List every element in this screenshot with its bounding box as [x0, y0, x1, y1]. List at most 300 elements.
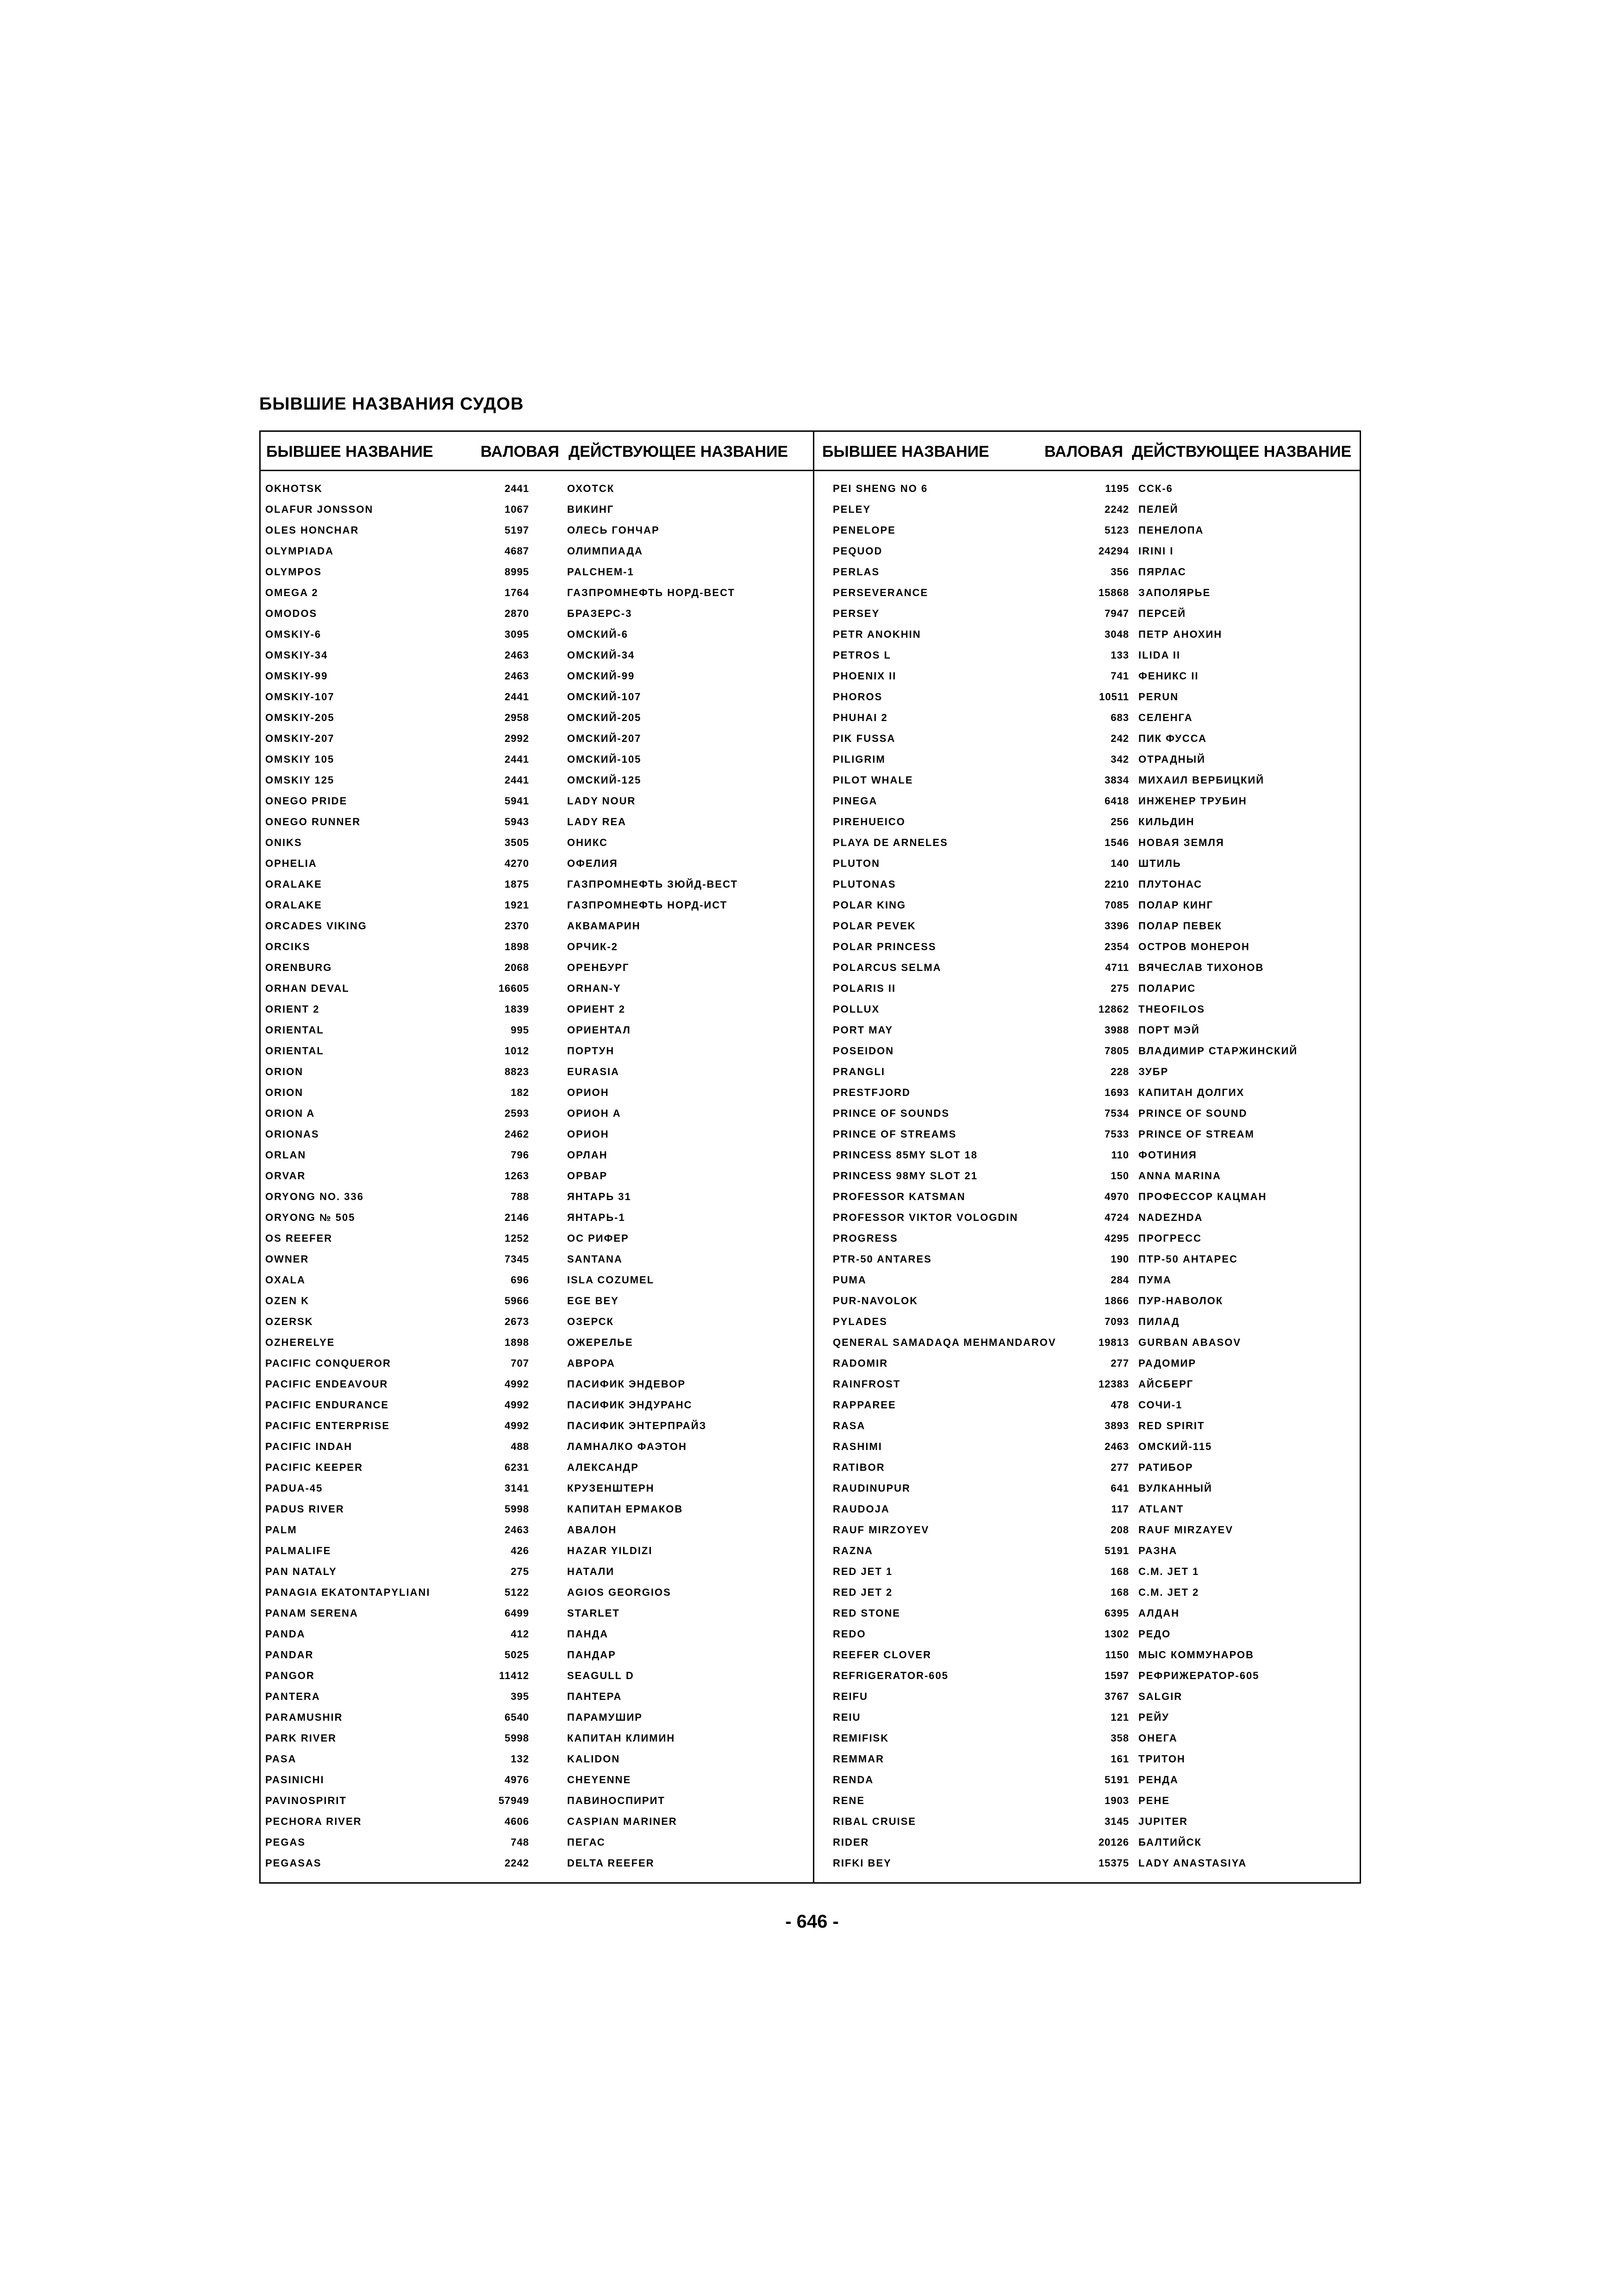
- gross-tonnage-cell: 4295: [1105, 1232, 1129, 1244]
- current-name-cell: ПТР-50 АНТАРЕС: [1138, 1253, 1238, 1265]
- gross-tonnage-cell: 168: [1111, 1587, 1129, 1598]
- table-row: [814, 790, 1361, 811]
- gross-tonnage-cell: 12383: [1098, 1378, 1129, 1390]
- table-row: [261, 749, 813, 770]
- table-row: [261, 1853, 813, 1873]
- former-name-cell: PAVINOSPIRIT: [265, 1795, 347, 1806]
- table-row: [814, 1769, 1361, 1790]
- former-name-cell: RAPPAREE: [833, 1399, 896, 1411]
- former-name-cell: RENDA: [833, 1774, 874, 1786]
- former-name-cell: OMSKIY-107: [265, 691, 335, 703]
- former-name-cell: PTR-50 ANTARES: [833, 1253, 932, 1265]
- former-name-cell: POLAR PRINCESS: [833, 941, 937, 952]
- table-row: [261, 1603, 813, 1624]
- current-name-cell: РАТИБОР: [1138, 1462, 1193, 1473]
- former-name-cell: OZERSK: [265, 1316, 313, 1327]
- current-name-cell: ПАВИНОСПИРИТ: [567, 1795, 665, 1806]
- current-name-cell: EGE BEY: [567, 1295, 619, 1307]
- gross-tonnage-cell: 2992: [505, 733, 529, 744]
- current-name-cell: КИЛЬДИН: [1138, 816, 1195, 828]
- gross-tonnage-cell: 1263: [505, 1170, 529, 1182]
- gross-tonnage-cell: 478: [1111, 1399, 1129, 1411]
- gross-tonnage-cell: 6499: [505, 1607, 529, 1619]
- table-row: [261, 936, 813, 957]
- former-name-cell: OMSKIY-205: [265, 712, 335, 723]
- former-name-cell: RIFKI BEY: [833, 1857, 892, 1869]
- table-row: [814, 1165, 1361, 1186]
- former-name-cell: RASA: [833, 1420, 866, 1431]
- former-name-cell: PRINCE OF SOUNDS: [833, 1108, 950, 1119]
- current-name-cell: ОМСКИЙ-115: [1138, 1441, 1212, 1452]
- former-name-cell: PHUHAI 2: [833, 712, 888, 723]
- current-name-cell: ПИЛАД: [1138, 1316, 1180, 1327]
- current-name-cell: ПОЛАР ПЕВЕК: [1138, 920, 1222, 932]
- table-row: [261, 1540, 813, 1561]
- current-name-cell: ПЛУТОНАС: [1138, 878, 1203, 890]
- gross-tonnage-cell: 3505: [505, 837, 529, 848]
- gross-tonnage-cell: 1875: [505, 878, 529, 890]
- table-row: [261, 915, 813, 936]
- former-name-cell: PANGOR: [265, 1670, 315, 1681]
- gross-tonnage-cell: 641: [1111, 1482, 1129, 1494]
- former-name-cell: RAINFROST: [833, 1378, 901, 1390]
- table-row: [814, 1082, 1361, 1103]
- table-row: [261, 1644, 813, 1665]
- gross-tonnage-cell: 6540: [505, 1711, 529, 1723]
- former-name-cell: POLAR PEVEK: [833, 920, 916, 932]
- current-name-cell: ПУМА: [1138, 1274, 1172, 1286]
- former-name-cell: PACIFIC CONQUEROR: [265, 1357, 391, 1369]
- current-name-cell: КАПИТАН КЛИМИН: [567, 1732, 675, 1744]
- table-row: [261, 541, 813, 561]
- gross-tonnage-cell: 57949: [498, 1795, 529, 1806]
- table-row: [261, 1124, 813, 1145]
- table-row: [814, 770, 1361, 790]
- former-name-cell: PARK RIVER: [265, 1732, 337, 1744]
- former-name-cell: ORLAN: [265, 1149, 306, 1161]
- table-row: [261, 957, 813, 978]
- table-row: [814, 1561, 1361, 1582]
- current-name-cell: ОНИКС: [567, 837, 608, 848]
- table-row: [814, 666, 1361, 686]
- table-row: [261, 1707, 813, 1728]
- former-name-cell: PANDAR: [265, 1649, 314, 1661]
- gross-tonnage-cell: 10511: [1099, 691, 1129, 703]
- table-row: [261, 1665, 813, 1686]
- former-name-cell: PEQUOD: [833, 545, 883, 557]
- former-name-cell: OMSKIY 105: [265, 753, 335, 765]
- gross-tonnage-cell: 2210: [1105, 878, 1129, 890]
- table-row: [814, 1457, 1361, 1478]
- gross-tonnage-cell: 3141: [505, 1482, 529, 1494]
- current-name-cell: ОМСКИЙ-99: [567, 670, 635, 682]
- gross-tonnage-cell: 3095: [505, 628, 529, 640]
- gross-tonnage-cell: 5941: [505, 795, 529, 807]
- right-header-current-name: ДЕЙСТВУЮЩЕЕ НАЗВАНИЕ: [1132, 443, 1352, 460]
- former-name-cell: PIREHUEICO: [833, 816, 906, 828]
- table-row: [814, 1478, 1361, 1499]
- gross-tonnage-cell: 1302: [1105, 1628, 1129, 1640]
- former-name-cell: PRANGLI: [833, 1066, 885, 1077]
- table-row: [814, 1644, 1361, 1665]
- table-row: [814, 707, 1361, 728]
- former-name-cell: OMSKIY-34: [265, 649, 328, 661]
- gross-tonnage-cell: 2870: [505, 608, 529, 619]
- current-name-cell: ОРИЕНТ 2: [567, 1003, 625, 1015]
- current-name-cell: ПАСИФИК ЭНДУРАНС: [567, 1399, 693, 1411]
- current-name-cell: ОЛИМПИАДА: [567, 545, 643, 557]
- table-row: [261, 1748, 813, 1769]
- gross-tonnage-cell: 796: [511, 1149, 529, 1161]
- gross-tonnage-cell: 1866: [1105, 1295, 1129, 1307]
- gross-tonnage-cell: 7947: [1105, 608, 1129, 619]
- table-row: [261, 1519, 813, 1540]
- former-name-cell: PENELOPE: [833, 524, 896, 536]
- current-name-cell: ОРИОН: [567, 1128, 609, 1140]
- current-name-cell: ОРИОН А: [567, 1108, 621, 1119]
- gross-tonnage-cell: 2462: [505, 1128, 529, 1140]
- former-name-cell: QENERAL SAMADAQA MEHMANDAROV: [833, 1337, 1056, 1348]
- table-row: [814, 1061, 1361, 1082]
- table-row: [814, 749, 1361, 770]
- left-header-current-name: ДЕЙСТВУЮЩЕЕ НАЗВАНИЕ: [568, 443, 788, 460]
- gross-tonnage-cell: 140: [1111, 858, 1129, 869]
- gross-tonnage-cell: 6231: [505, 1462, 529, 1473]
- former-name-cell: REEFER CLOVER: [833, 1649, 932, 1661]
- gross-tonnage-cell: 4270: [505, 858, 529, 869]
- gross-tonnage-cell: 24294: [1098, 545, 1129, 557]
- right-header-former-name: БЫВШЕЕ НАЗВАНИЕ: [822, 443, 989, 460]
- gross-tonnage-cell: 5025: [505, 1649, 529, 1661]
- table-row: [261, 1332, 813, 1353]
- gross-tonnage-cell: 683: [1111, 712, 1129, 723]
- table-row: [814, 603, 1361, 624]
- table-row: [814, 1519, 1361, 1540]
- current-name-cell: АВРОРА: [567, 1357, 615, 1369]
- table-row: [261, 1624, 813, 1644]
- table-row: [814, 1228, 1361, 1249]
- former-name-cell: PUMA: [833, 1274, 867, 1286]
- gross-tonnage-cell: 356: [1111, 566, 1129, 578]
- table-row: [814, 1436, 1361, 1457]
- gross-tonnage-cell: 2958: [505, 712, 529, 723]
- former-name-cell: REMIFISK: [833, 1732, 889, 1744]
- former-name-cell: PINEGA: [833, 795, 878, 807]
- former-name-cell: PHOROS: [833, 691, 883, 703]
- current-name-cell: ПОЛАР КИНГ: [1138, 899, 1214, 911]
- former-name-cell: PILOT WHALE: [833, 774, 913, 786]
- table-row: [261, 582, 813, 603]
- current-name-cell: ЯНТАРЬ-1: [567, 1212, 625, 1223]
- table-row: [261, 707, 813, 728]
- current-name-cell: ОРЕНБУРГ: [567, 962, 630, 973]
- table-row: [261, 1561, 813, 1582]
- current-name-cell: ILIDA II: [1138, 649, 1181, 661]
- gross-tonnage-cell: 275: [511, 1566, 529, 1577]
- current-name-cell: ВИКИНГ: [567, 504, 614, 515]
- gross-tonnage-cell: 228: [1111, 1066, 1129, 1077]
- gross-tonnage-cell: 1693: [1105, 1087, 1129, 1098]
- table-row: [261, 1415, 813, 1436]
- table-row: [261, 1020, 813, 1040]
- current-name-cell: ССК-6: [1138, 483, 1173, 494]
- former-name-cell: PACIFIC KEEPER: [265, 1462, 363, 1473]
- current-name-cell: SALGIR: [1138, 1691, 1183, 1702]
- former-name-cell: PLUTON: [833, 858, 881, 869]
- table-row: [814, 936, 1361, 957]
- current-name-cell: РАДОМИР: [1138, 1357, 1197, 1369]
- table-row: [814, 1603, 1361, 1624]
- gross-tonnage-cell: 242: [1111, 733, 1129, 744]
- current-name-cell: ПОРТ МЭЙ: [1138, 1024, 1200, 1036]
- table-row: [261, 1457, 813, 1478]
- former-name-cell: PLAYA DE ARNELES: [833, 837, 948, 848]
- former-name-cell: REDO: [833, 1628, 866, 1640]
- former-name-cell: ONIKS: [265, 837, 302, 848]
- gross-tonnage-cell: 182: [511, 1087, 529, 1098]
- gross-tonnage-cell: 2441: [505, 691, 529, 703]
- table-row: [261, 1290, 813, 1311]
- current-name-cell: РЕФРИЖЕРАТОР-605: [1138, 1670, 1260, 1681]
- current-name-cell: ОФЕЛИЯ: [567, 858, 618, 869]
- right-header-gross-tonnage: ВАЛОВАЯ: [1044, 443, 1123, 460]
- gross-tonnage-cell: 256: [1111, 816, 1129, 828]
- current-name-cell: ОРЧИК-2: [567, 941, 618, 952]
- table-row: [814, 1665, 1361, 1686]
- gross-tonnage-cell: 5197: [505, 524, 529, 536]
- gross-tonnage-cell: 161: [1111, 1753, 1129, 1765]
- current-name-cell: CASPIAN MARINER: [567, 1816, 677, 1827]
- former-name-cell: OMSKIY 125: [265, 774, 335, 786]
- table-row: [814, 1145, 1361, 1165]
- former-name-cell: PACIFIC ENDURANCE: [265, 1399, 389, 1411]
- current-name-cell: NADEZHDA: [1138, 1212, 1203, 1223]
- former-name-cell: PASINICHI: [265, 1774, 325, 1786]
- former-name-cell: PAN NATALY: [265, 1566, 337, 1577]
- table-row: [261, 853, 813, 874]
- table-row: [814, 582, 1361, 603]
- table-row: [814, 1686, 1361, 1707]
- current-name-cell: ПАНДАР: [567, 1649, 616, 1661]
- gross-tonnage-cell: 5998: [505, 1503, 529, 1515]
- table-row: [261, 1207, 813, 1228]
- current-name-cell: C.M. JET 2: [1138, 1587, 1199, 1598]
- gross-tonnage-cell: 4606: [505, 1816, 529, 1827]
- former-name-cell: POLARIS II: [833, 983, 896, 994]
- former-name-cell: RIDER: [833, 1836, 869, 1848]
- former-name-cell: POLARCUS SELMA: [833, 962, 942, 973]
- former-name-cell: RASHIMI: [833, 1441, 882, 1452]
- former-name-cell: OLES HONCHAR: [265, 524, 359, 536]
- former-name-cell: ORYONG NO. 336: [265, 1191, 364, 1202]
- former-name-cell: RADOMIR: [833, 1357, 888, 1369]
- current-name-cell: ФОТИНИЯ: [1138, 1149, 1197, 1161]
- gross-tonnage-cell: 7345: [505, 1253, 529, 1265]
- gross-tonnage-cell: 6395: [1105, 1607, 1129, 1619]
- table-row: [261, 499, 813, 520]
- current-name-cell: C.M. JET 1: [1138, 1566, 1199, 1577]
- current-name-cell: LADY ANASTASIYA: [1138, 1857, 1247, 1869]
- table-row: [814, 1853, 1361, 1873]
- current-name-cell: ОМСКИЙ-205: [567, 712, 642, 723]
- table-row: [814, 499, 1361, 520]
- current-name-cell: ОРИОН: [567, 1087, 609, 1098]
- table-row: [261, 520, 813, 541]
- gross-tonnage-cell: 7093: [1105, 1316, 1129, 1327]
- table-row: [814, 1832, 1361, 1853]
- gross-tonnage-cell: 2441: [505, 483, 529, 494]
- current-name-cell: ORHAN-Y: [567, 983, 621, 994]
- former-name-cell: RAUF MIRZOYEV: [833, 1524, 930, 1536]
- former-name-cell: OMSKIY-99: [265, 670, 328, 682]
- gross-tonnage-cell: 7085: [1105, 899, 1129, 911]
- gross-tonnage-cell: 16605: [498, 983, 529, 994]
- current-name-cell: ПУР-НАВОЛОК: [1138, 1295, 1224, 1307]
- gross-tonnage-cell: 208: [1111, 1524, 1129, 1536]
- former-name-cell: ORION A: [265, 1108, 315, 1119]
- current-name-cell: PRINCE OF STREAM: [1138, 1128, 1255, 1140]
- table-row: [814, 1040, 1361, 1061]
- table-row: [814, 811, 1361, 832]
- table-row: [261, 1061, 813, 1082]
- table-row: [814, 1186, 1361, 1207]
- current-name-cell: АЛЕКСАНДР: [567, 1462, 639, 1473]
- former-name-cell: POLLUX: [833, 1003, 880, 1015]
- former-name-cell: REIFU: [833, 1691, 868, 1702]
- former-name-cell: PACIFIC ENDEAVOUR: [265, 1378, 388, 1390]
- gross-tonnage-cell: 1195: [1105, 483, 1129, 494]
- current-name-cell: ПЕНЕЛОПА: [1138, 524, 1204, 536]
- current-name-cell: ПЕЛЕЙ: [1138, 504, 1179, 515]
- former-name-cell: OLAFUR JONSSON: [265, 504, 374, 515]
- former-name-cell: ORIENTAL: [265, 1045, 324, 1057]
- current-name-cell: ПАНТЕРА: [567, 1691, 622, 1702]
- table-row: [261, 645, 813, 666]
- left-header-gross-tonnage: ВАЛОВАЯ: [481, 443, 559, 460]
- former-name-cell: OWNER: [265, 1253, 309, 1265]
- table-row: [814, 561, 1361, 582]
- gross-tonnage-cell: 4970: [1105, 1191, 1129, 1202]
- table-row: [261, 895, 813, 915]
- table-row: [261, 1186, 813, 1207]
- former-name-cell: OMSKIY-207: [265, 733, 335, 744]
- current-name-cell: ОМСКИЙ-34: [567, 649, 635, 661]
- gross-tonnage-cell: 3834: [1105, 774, 1129, 786]
- current-name-cell: ГАЗПРОМНЕФТЬ ЗЮЙД-ВЕСТ: [567, 878, 738, 890]
- former-name-cell: PANTERA: [265, 1691, 320, 1702]
- current-name-cell: ЗАПОЛЯРЬЕ: [1138, 587, 1211, 598]
- current-name-cell: ПЕТР АНОХИН: [1138, 628, 1223, 640]
- current-name-cell: ТРИТОН: [1138, 1753, 1186, 1765]
- page-number: - 646 -: [785, 1911, 839, 1932]
- table-row: [814, 1499, 1361, 1519]
- table-row: [261, 1832, 813, 1853]
- current-name-cell: НАТАЛИ: [567, 1566, 615, 1577]
- former-name-cell: POSEIDON: [833, 1045, 894, 1057]
- gross-tonnage-cell: 7805: [1105, 1045, 1129, 1057]
- gross-tonnage-cell: 2463: [505, 670, 529, 682]
- table-row: [814, 1311, 1361, 1332]
- current-name-cell: РЕЙУ: [1138, 1711, 1169, 1723]
- current-name-cell: АЛДАН: [1138, 1607, 1180, 1619]
- former-name-cell: RAUDOJA: [833, 1503, 890, 1515]
- gross-tonnage-cell: 342: [1111, 753, 1129, 765]
- current-name-cell: PERUN: [1138, 691, 1179, 703]
- gross-tonnage-cell: 788: [511, 1191, 529, 1202]
- former-name-cell: OMEGA 2: [265, 587, 319, 598]
- table-row: [261, 811, 813, 832]
- current-name-cell: ФЕНИКС II: [1138, 670, 1199, 682]
- former-name-cell: PALMALIFE: [265, 1545, 331, 1556]
- gross-tonnage-cell: 168: [1111, 1566, 1129, 1577]
- current-name-cell: ПИК ФУССА: [1138, 733, 1207, 744]
- current-name-cell: ПЕРСЕЙ: [1138, 608, 1186, 619]
- gross-tonnage-cell: 358: [1111, 1732, 1129, 1744]
- gross-tonnage-cell: 19813: [1098, 1337, 1129, 1348]
- former-name-cell: ORCADES VIKING: [265, 920, 367, 932]
- table-row: [814, 1728, 1361, 1748]
- former-name-cell: PANDA: [265, 1628, 306, 1640]
- current-name-cell: ОЗЕРСК: [567, 1316, 614, 1327]
- current-name-cell: ОРВАР: [567, 1170, 608, 1182]
- gross-tonnage-cell: 20126: [1098, 1836, 1129, 1848]
- table-row: [814, 541, 1361, 561]
- table-row: [814, 1748, 1361, 1769]
- table-row: [814, 728, 1361, 749]
- gross-tonnage-cell: 4724: [1105, 1212, 1129, 1223]
- table-row: [261, 1249, 813, 1269]
- table-row: [814, 1103, 1361, 1124]
- gross-tonnage-cell: 1252: [505, 1232, 529, 1244]
- former-name-cell: PARAMUSHIR: [265, 1711, 343, 1723]
- current-name-cell: ПАСИФИК ЭНТЕРПРАЙЗ: [567, 1420, 707, 1431]
- table-row: [261, 1165, 813, 1186]
- former-name-cell: RED STONE: [833, 1607, 900, 1619]
- former-name-cell: PECHORA RIVER: [265, 1816, 362, 1827]
- gross-tonnage-cell: 5966: [505, 1295, 529, 1307]
- gross-tonnage-cell: 1012: [505, 1045, 529, 1057]
- current-name-cell: SEAGULL D: [567, 1670, 634, 1681]
- former-name-cell: ORIENT 2: [265, 1003, 320, 1015]
- former-name-cell: PROFESSOR KATSMAN: [833, 1191, 966, 1202]
- table-row: [261, 1811, 813, 1832]
- current-name-cell: HAZAR YILDIZI: [567, 1545, 653, 1556]
- table-row: [261, 1145, 813, 1165]
- table-row: [261, 832, 813, 853]
- current-name-cell: РЕНДА: [1138, 1774, 1179, 1786]
- current-name-cell: ПЕГАС: [567, 1836, 606, 1848]
- current-name-cell: ЛАМНАЛКО ФАЭТОН: [567, 1441, 687, 1452]
- gross-tonnage-cell: 2463: [1105, 1441, 1129, 1452]
- gross-tonnage-cell: 741: [1111, 670, 1129, 682]
- current-name-cell: ЗУБР: [1138, 1066, 1169, 1077]
- table-row: [814, 978, 1361, 999]
- current-name-cell: ОХОТСК: [567, 483, 615, 494]
- table-row: [814, 1249, 1361, 1269]
- gross-tonnage-cell: 707: [511, 1357, 529, 1369]
- former-name-cell: RATIBOR: [833, 1462, 885, 1473]
- current-name-cell: ANNA MARINA: [1138, 1170, 1221, 1182]
- gross-tonnage-cell: 8995: [505, 566, 529, 578]
- former-name-cell: PRINCE OF STREAMS: [833, 1128, 957, 1140]
- current-name-cell: ПАРАМУШИР: [567, 1711, 643, 1723]
- current-name-cell: ЯНТАРЬ 31: [567, 1191, 631, 1202]
- gross-tonnage-cell: 2354: [1105, 941, 1129, 952]
- table-row: [261, 1436, 813, 1457]
- current-name-cell: IRINI I: [1138, 545, 1174, 557]
- gross-tonnage-cell: 488: [511, 1441, 529, 1452]
- gross-tonnage-cell: 11412: [499, 1670, 529, 1681]
